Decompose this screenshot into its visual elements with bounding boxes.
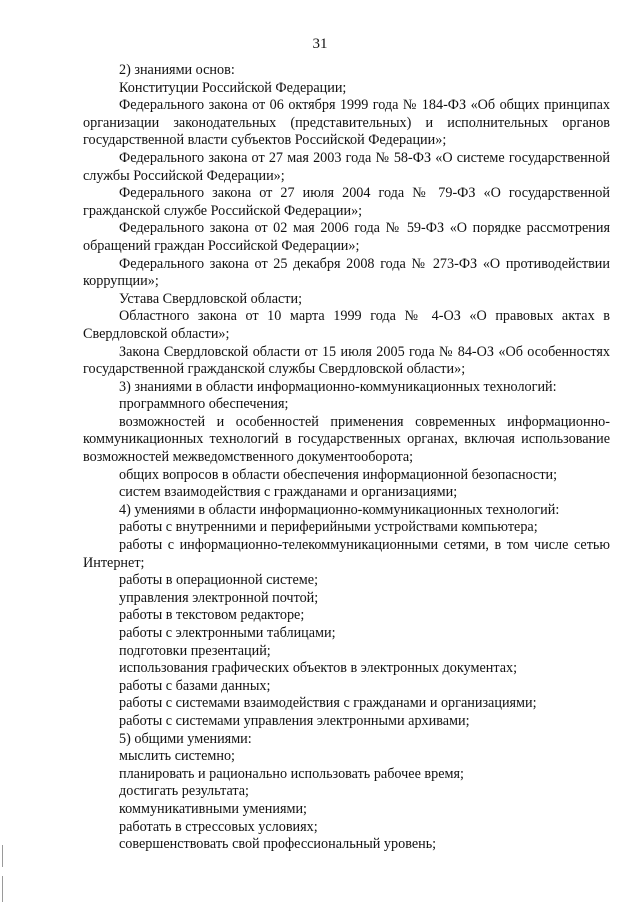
paragraph: Конституции Российской Федерации; (119, 79, 347, 96)
paragraph: работы с электронными таблицами; (119, 625, 336, 641)
paragraph: использования графических объектов в электронных документах; (119, 660, 518, 677)
paragraph: Закона Свердловской области от 15 июля 2005 года № 84-ОЗ «Об особенностях государственной гражданской службы Свердловской области»; (83, 343, 610, 378)
scan-margin-mark (2, 876, 3, 902)
paragraph: 5) общими умениями: (119, 730, 252, 747)
paragraph: работы в операционной системе; (119, 572, 319, 589)
paragraph: работы с внутренними и периферийными устройствами компьютера; (119, 519, 538, 536)
document-body (83, 62, 610, 854)
scan-margin-mark (2, 845, 3, 867)
paragraph: Федерального закона от 27 июля 2004 года № 79-ФЗ «О государственной гражданской службе Российской Федерации»; (83, 185, 610, 219)
paragraph: совершенствовать свой профессиональный уровень; (119, 836, 437, 853)
paragraph: систем взаимодействия с гражданами и организациями; (119, 484, 458, 501)
paragraph: работы с информационно-телекоммуникационными сетями, в том числе сетью Интернет; (83, 537, 610, 571)
paragraph: Областного закона от 10 марта 1999 года № 4-ОЗ «О правовых актах в Свердловской области»; (83, 308, 610, 342)
paragraph: программного обеспечения; (119, 396, 289, 413)
paragraph: работы с системами управления электронными архивами; (119, 712, 470, 729)
paragraph: Федерального закона от 02 мая 2006 года № 59-ФЗ «О порядке рассмотрения обращений граждан Российской Федерации»; (83, 220, 610, 254)
paragraph: работы в текстовом редакторе; (119, 607, 305, 624)
paragraph: 3) знаниями в области информационно-коммуникационных технологий: (119, 378, 557, 395)
paragraph: мыслить системно; (119, 748, 235, 765)
paragraph: планировать и рационально использовать рабочее время; (119, 765, 464, 782)
paragraph: работы с базами данных; (119, 677, 271, 694)
paragraph: 2) знаниями основ: (119, 62, 235, 78)
paragraph: работы с системами взаимодействия с гражданами и организациями; (119, 695, 537, 712)
paragraph: Федерального закона от 25 декабря 2008 года № 273-ФЗ «О противодействии коррупции»; (83, 255, 610, 290)
paragraph: управления электронной почтой; (119, 589, 319, 606)
paragraph: Устава Свердловской области; (119, 290, 303, 307)
paragraph: Федерального закона от 27 мая 2003 года № 58-ФЗ «О системе государственной службы Российской Федерации»; (83, 149, 610, 184)
paragraph: возможностей и особенностей применения современных информационно-коммуникационных технологий в государственных органах, включая использование возможностей межведомственного документооборота; (83, 413, 610, 466)
paragraph: Федерального закона от 06 октября 1999 года № 184-ФЗ «Об общих принципах организации законодательных (представительных) и исполнительных органов государственной власти субъектов Российской Федерации»; (83, 97, 610, 149)
paragraph: работать в стрессовых условиях; (119, 818, 318, 835)
paragraph: коммуникативными умениями; (119, 800, 307, 817)
paragraph: общих вопросов в области обеспечения информационной безопасности; (119, 466, 558, 483)
paragraph: подготовки презентаций; (119, 642, 271, 659)
paragraph: достигать результата; (119, 783, 249, 800)
paragraph: 4) умениями в области информационно-коммуникационных технологий: (119, 501, 560, 518)
page-number: 31 (312, 36, 328, 52)
